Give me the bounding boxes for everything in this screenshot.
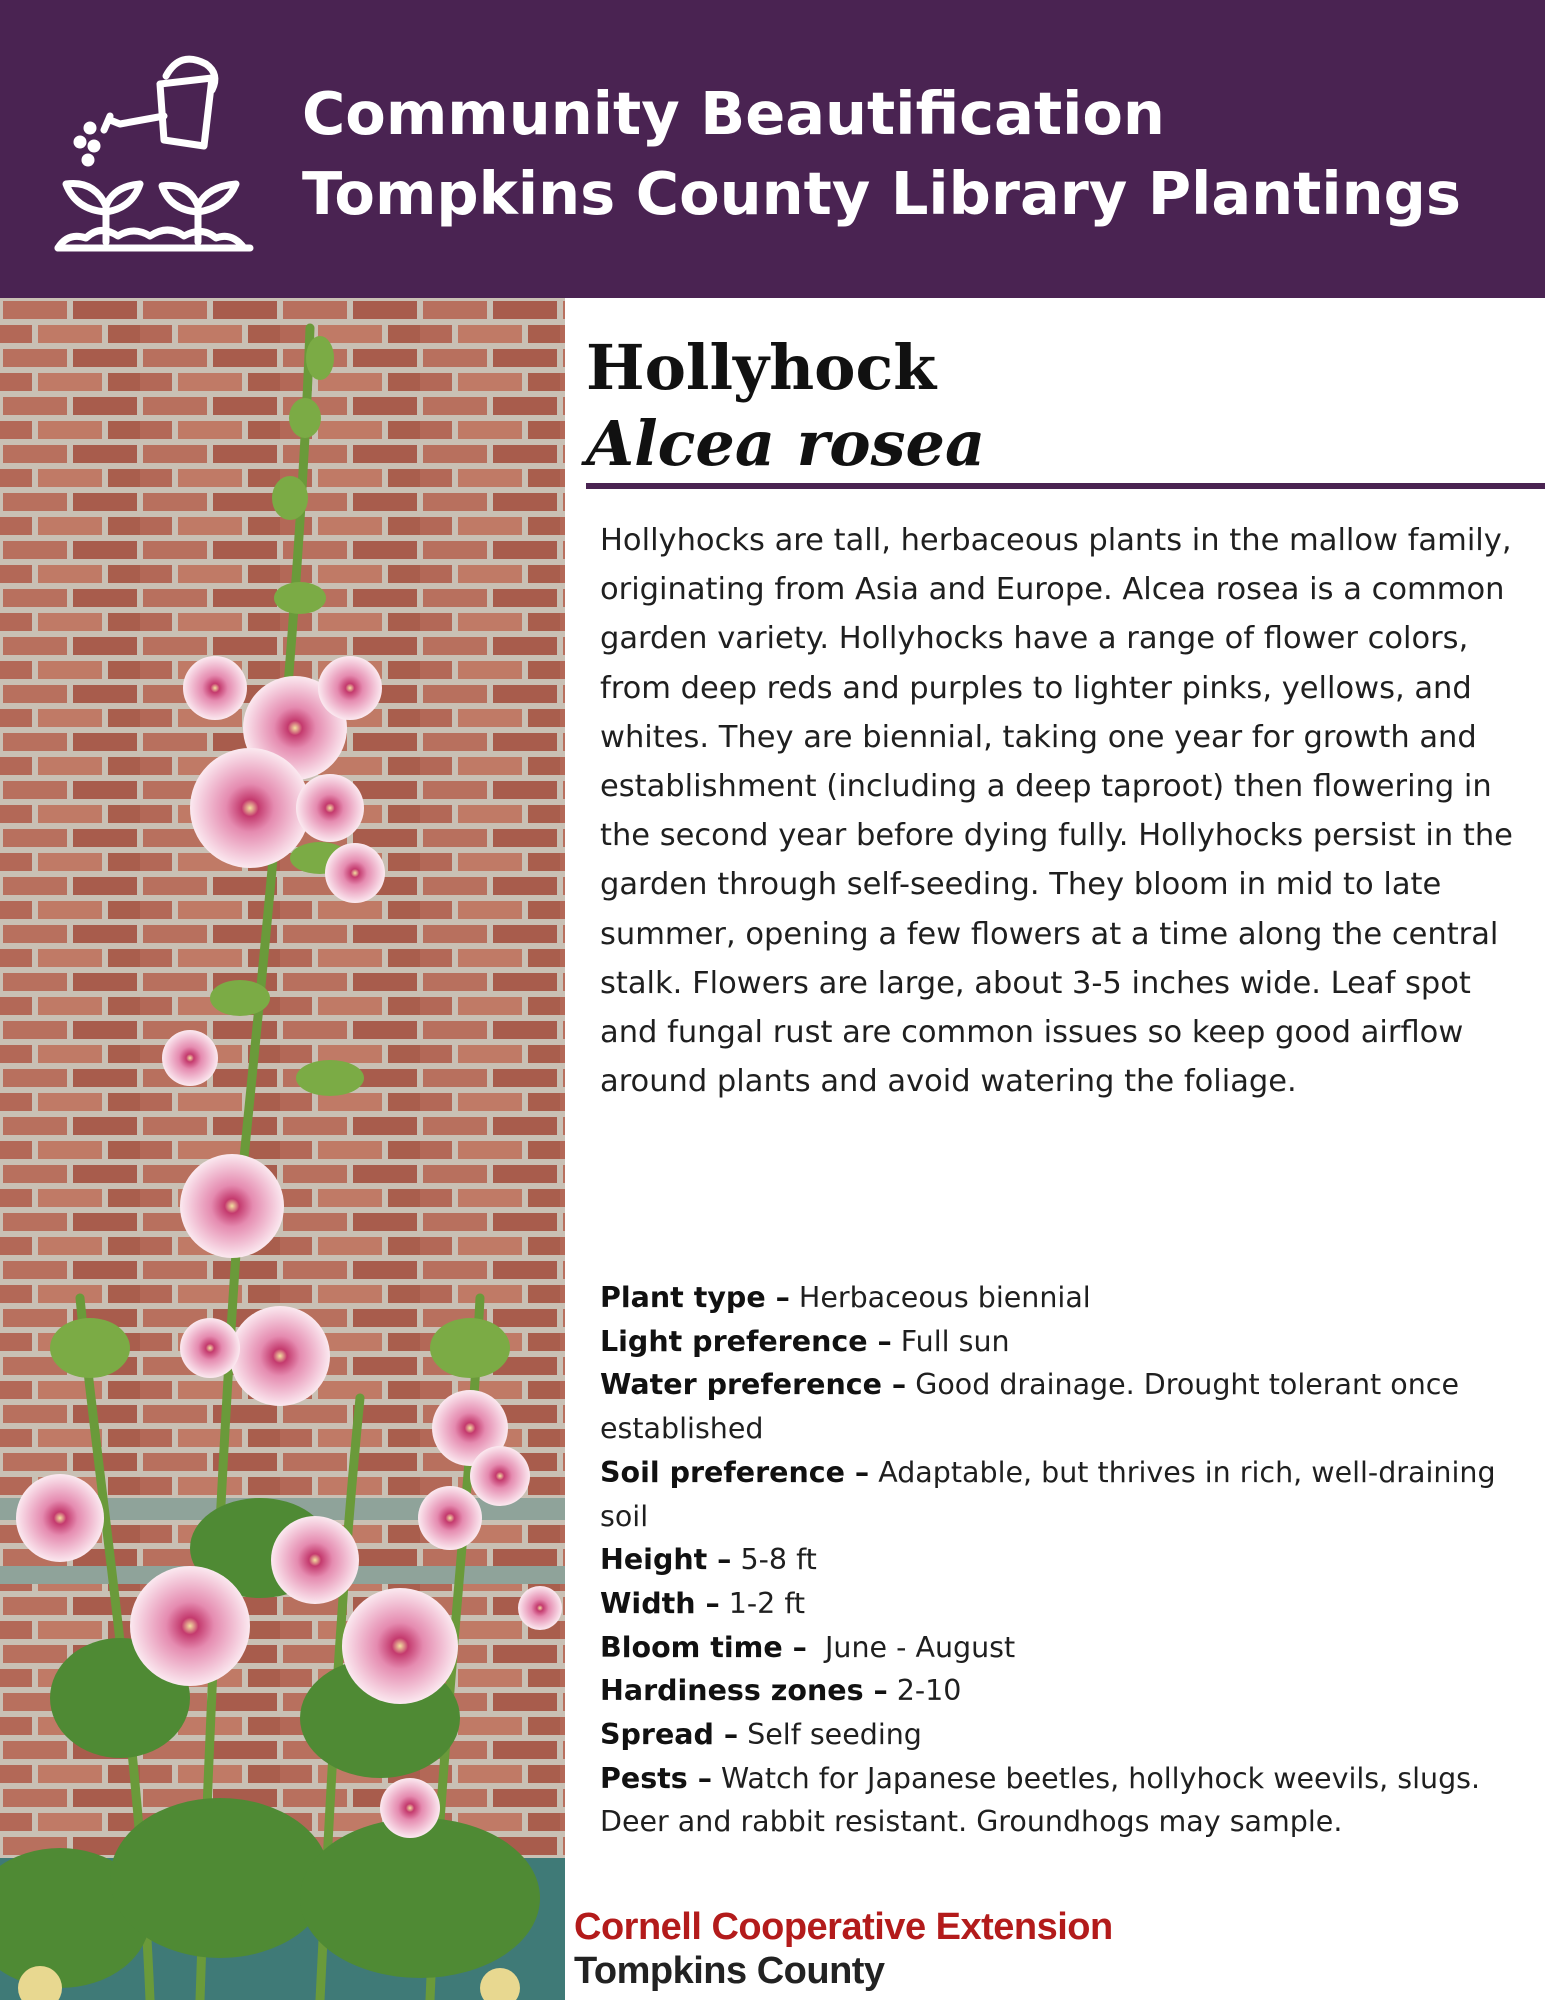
fact-label: Hardiness zones – — [600, 1674, 888, 1708]
common-name-heading: Hollyhock — [586, 331, 937, 404]
fact-label: Plant type – — [600, 1281, 790, 1314]
fact-value: Adaptable, but thrives in rich, well-draining soil — [600, 1455, 1496, 1533]
plant-title-block — [586, 330, 1545, 482]
fact-label: Spread – — [600, 1718, 739, 1752]
plant-description: Hollyhocks are tall, herbaceous plants in the mallow family, originating from Asia and Europe. Alcea rosea is a common garden variety. Hollyhocks have a range of flower colors, from deep reds and purples to lighter pinks, yellows, and whites. They are biennial, taking one year for growth and establishment (including a deep taproot) then flowering in the second year before dying fully. Hollyhocks persist in the garden through self-seeding. They bloom in mid to late summer, opening a few flowers at a time along the central stalk. Flowers are large, about 3-5 inches wide. Leaf spot and fungal rust are common issues so keep good airflow around plants and avoid watering the foliage. — [600, 523, 1513, 1100]
fact-label: Light preference – — [600, 1324, 892, 1358]
fact-hardiness-zones — [600, 1669, 1530, 1713]
fact-value: Good drainage. Drought tolerant once established — [600, 1368, 1459, 1446]
fact-water-preference — [600, 1363, 1530, 1450]
fact-label: Height – — [600, 1543, 732, 1577]
footer-org-name: Cornell Cooperative Extension — [574, 1906, 1113, 1948]
fact-value: 2-10 — [887, 1674, 962, 1708]
fact-spread — [600, 1713, 1530, 1757]
plant-facts-list — [600, 1276, 1530, 1844]
fact-value: 1-2 ft — [719, 1586, 806, 1620]
fact-light-preference — [600, 1320, 1530, 1364]
fact-bloom-time — [600, 1626, 1530, 1670]
header-title-line1: Community Beautification — [302, 79, 1165, 148]
fact-pests — [600, 1757, 1530, 1844]
fact-value: Herbaceous biennial — [789, 1281, 1091, 1314]
fact-soil-preference — [600, 1451, 1530, 1538]
title-divider — [586, 483, 1545, 489]
footer-county-name: Tompkins County — [574, 1950, 885, 1992]
fact-plant-type — [600, 1276, 1530, 1320]
header-title-line2: Tompkins County Library Plantings — [302, 159, 1461, 228]
fact-label: Width – — [600, 1586, 720, 1620]
fact-value: Self seeding — [738, 1718, 922, 1752]
hollyhock-photo — [0, 298, 565, 2000]
fact-value: June - August — [806, 1630, 1016, 1664]
fact-value: 5-8 ft — [731, 1543, 817, 1577]
fact-label: Pests – — [600, 1761, 712, 1795]
fact-label: Bloom time – — [600, 1630, 807, 1664]
watering-can-seedlings-icon — [48, 46, 260, 256]
header-banner — [0, 0, 1545, 298]
scientific-name-heading: Alcea rosea — [586, 407, 986, 480]
fact-value: Full sun — [891, 1324, 1010, 1358]
fact-width — [600, 1582, 1530, 1626]
fact-label: Water preference – — [600, 1368, 907, 1402]
header-titles — [302, 74, 1461, 234]
fact-value: Watch for Japanese beetles, hollyhock weevils, slugs. Deer and rabbit resistant. Groundhogs may sample. — [600, 1761, 1481, 1839]
fact-label: Soil preference – — [600, 1455, 870, 1489]
fact-height — [600, 1538, 1530, 1582]
